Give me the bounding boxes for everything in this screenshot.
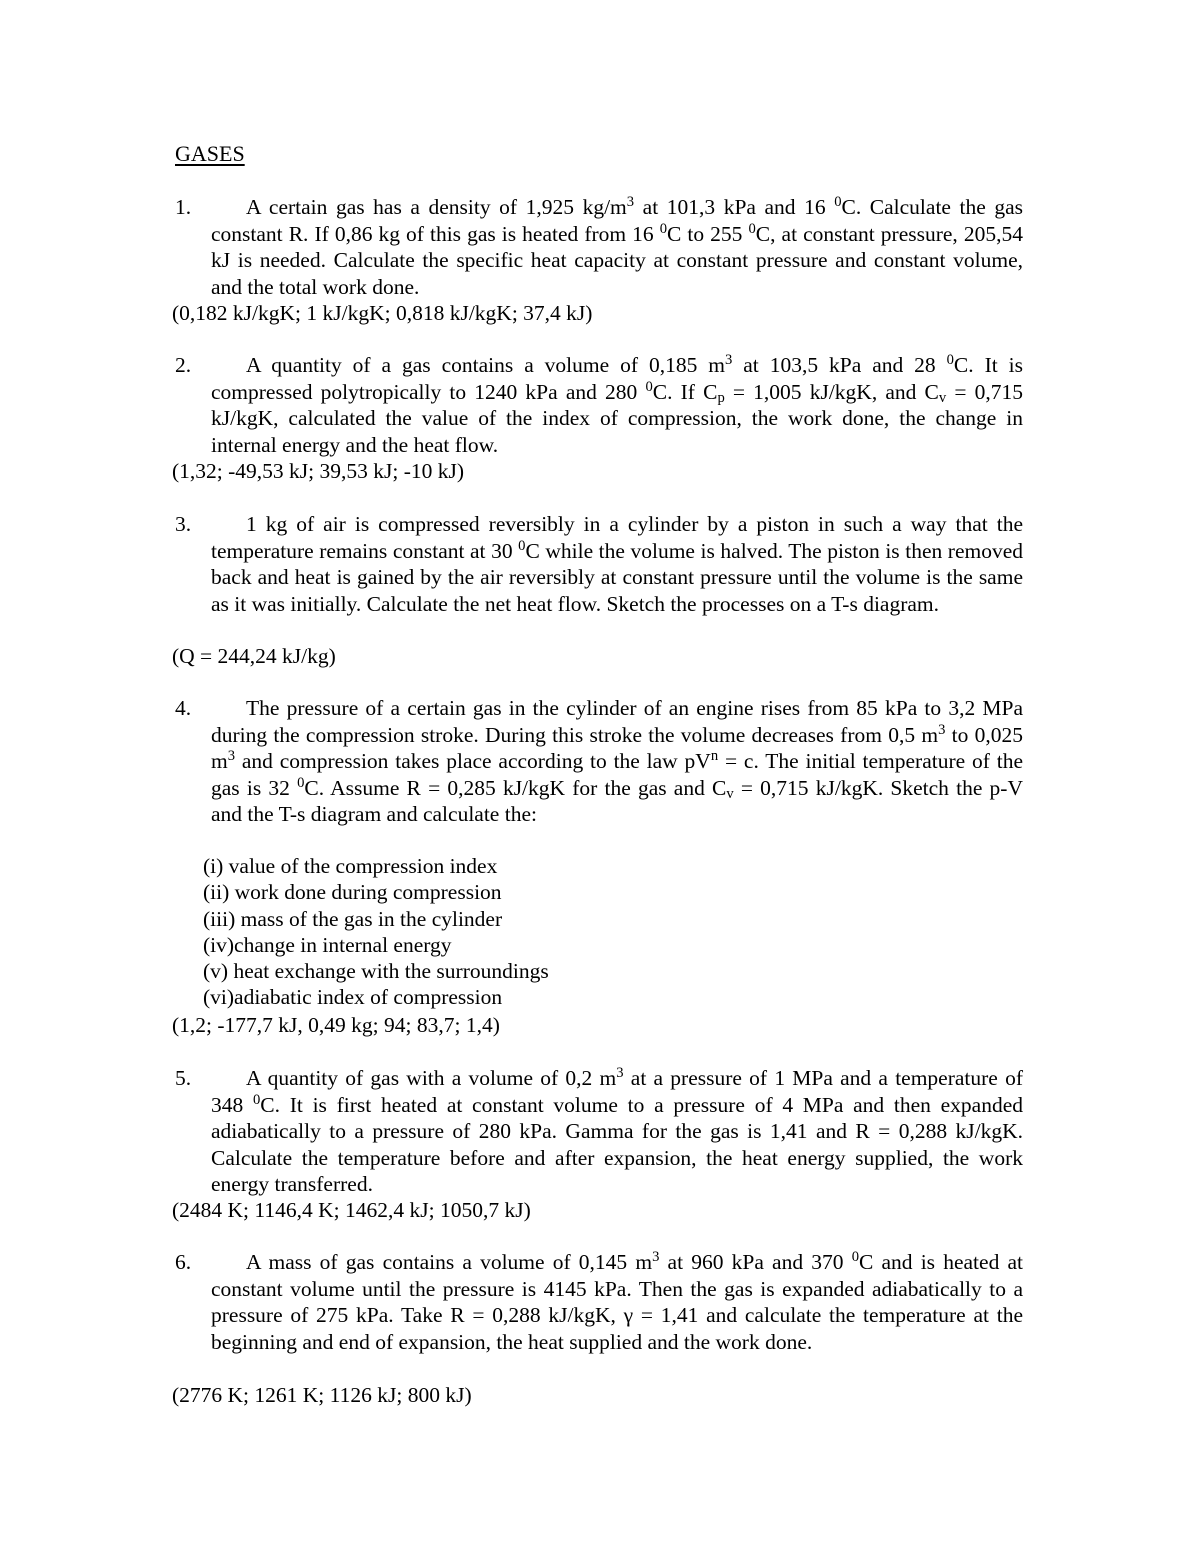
question-number: 6.	[175, 1250, 192, 1274]
answer-3: (Q = 244,24 kJ/kg)	[172, 644, 336, 668]
question-text: A mass of gas contains a volume of 0,145 $m^3$ at 960 kPa and 370 $^0$C and is heated at constant volume until the pressure is 4145 kPa. Then the gas is expanded adiabatically to a pressure of 275 kPa. Take R = 0,288 kJ/kgK, γ = 1,41 and calculate the temperature at the beginning and end of expansion, the heat supplied and the work done.	[211, 1248, 1023, 1354]
question-number: 4.	[175, 696, 192, 720]
question-text: 1 kg of air is compressed reversibly in a cylinder by a piston in such a way that the temperature remains constant at 30 $^0$C while the volume is halved. The piston is then removed back and heat is gained by the air reversibly at constant pressure until the volume is the same as it was initially. Calculate the net heat flow. Sketch the processes on a T-s diagram.	[211, 512, 1024, 616]
question-text: A quantity of a gas contains a volume of 0,185 $m^3$ at 103,5 kPa and 28 $^0$C. It is compressed polytropically to 1240 kPa and 280 $^0$C. If $C_p = 1,005$ kJ/kgK, and $C_v = 0,715$ kJ/kgK, calculated the value of the index of compression, the work done, the change in internal energy and the heat flow.	[211, 351, 1024, 457]
page-title: GASES	[175, 141, 245, 166]
answer-2: (1,32; -49,53 kJ; 39,53 kJ; -10 kJ)	[172, 459, 465, 483]
sub-item: (ii) work done during compression	[203, 880, 502, 905]
answer-1: (0,182 kJ/kgK; 1 kJ/kgK; 0,818 kJ/kgK; 37,4 kJ)	[172, 301, 593, 325]
question-number: 3.	[175, 512, 192, 536]
sub-item: (i) value of the compression index	[203, 854, 498, 878]
sub-item: (iv)change in internal energy	[203, 932, 452, 957]
answer-4: (1,2; -177,7 kJ, 0,49 kg; 94; 83,7; 1,4)	[172, 1013, 500, 1037]
sub-item: (iii) mass of the gas in the cylinder	[203, 906, 503, 931]
sub-item: (vi)adiabatic index of compression	[203, 985, 503, 1010]
question-text: The pressure of a certain gas in the cylinder of an engine rises from 85 kPa to 3,2 MPa during the compression stroke. During this stroke the volume decreases from 0,5 $m^3$ to 0,025 $m^3$ and compression takes place according to the law $pV^n = c$. The initial temperature of the gas is 32 $^0$C. Assume R = 0,285 kJ/kgK for the gas and $C_v = 0,715$ kJ/kgK. Sketch the p-V and the T-s diagram and calculate the:	[211, 696, 1023, 826]
question-number: 2.	[175, 353, 192, 377]
question-number: 5.	[175, 1066, 192, 1090]
answer-6: (2776 K; 1261 K; 1126 kJ; 800 kJ)	[172, 1383, 472, 1407]
question-text: A certain gas has a density of 1,925 $kg/m^3$ at 101,3 kPa and 16 $^0$C. Calculate the gas constant R. If 0,86 kg of this gas is heated from 16 $^0$C to 255 $^0$C, at constant pressure, 205,54 kJ is needed. Calculate the specific heat capacity at constant pressure and constant volume, and the total work done.	[211, 193, 1024, 299]
question-number: 1.	[175, 195, 192, 219]
answer-5: (2484 K; 1146,4 K; 1462,4 kJ; 1050,7 kJ)	[172, 1198, 531, 1222]
sub-item: (v) heat exchange with the surroundings	[203, 959, 549, 984]
sub-item-list	[203, 853, 1023, 1011]
question-text: A quantity of gas with a volume of 0,2 $m^3$ at a pressure of 1 MPa and a temperature of 348 $^0$C. It is first heated at constant volume to a pressure of 4 MPa and then expanded adiabatically to a pressure of 280 kPa. Gamma for the gas is 1,41 and R = 0,288 kJ/kgK. Calculate the temperature before and after expansion, the heat energy supplied, the work energy transferred.	[211, 1064, 1024, 1196]
